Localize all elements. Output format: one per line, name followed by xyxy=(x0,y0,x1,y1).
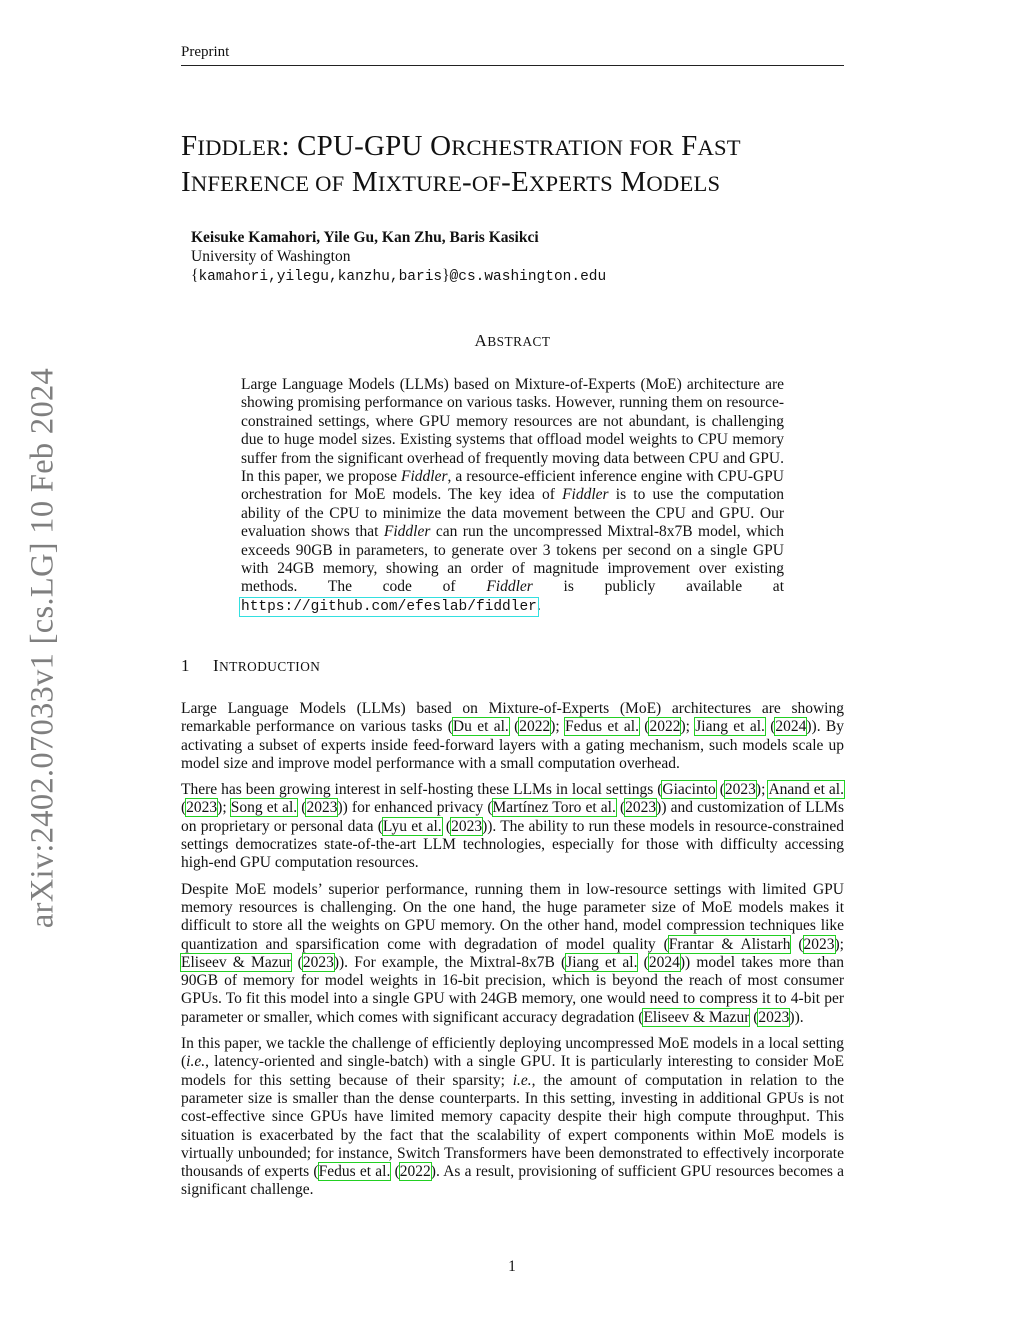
citation-link[interactable]: Giacinto xyxy=(662,781,716,799)
title-fragment: F xyxy=(181,130,198,162)
email-brace-close: } xyxy=(442,267,450,284)
author-block xyxy=(191,228,811,287)
citation-link[interactable]: 2023 xyxy=(451,817,483,835)
page-number: 1 xyxy=(508,1258,516,1275)
title-fragment: - xyxy=(461,166,472,198)
citation-link[interactable]: 2023 xyxy=(724,781,756,799)
section-title-initial: I xyxy=(213,656,220,675)
title-fragment: ODELS xyxy=(646,171,721,196)
title-fragment: -E xyxy=(501,166,529,198)
title-fragment: OF xyxy=(471,171,502,196)
citation-link[interactable]: 2024 xyxy=(775,718,807,736)
citation-link[interactable]: Fedus et al. xyxy=(565,718,639,736)
citation-link[interactable]: 2023 xyxy=(306,799,338,817)
title-fragment: AST xyxy=(697,135,741,160)
citation-link[interactable]: 2023 xyxy=(758,1008,790,1026)
introduction-body xyxy=(181,700,844,1208)
section-title-rest: NTRODUCTION xyxy=(219,659,321,674)
citation-link[interactable]: Jiang et al. xyxy=(566,953,638,971)
emphasis: Fiddler xyxy=(401,468,448,486)
author-names: Keisuke Kamahori, Yile Gu, Kan Zhu, Baris Kasikci xyxy=(191,229,539,246)
citation-link[interactable]: Frantar & Alistarh xyxy=(668,935,791,953)
citation-link[interactable]: Anand et al. xyxy=(768,781,844,799)
section-number: 1 xyxy=(181,656,190,675)
citation-link[interactable]: Eliseev & Mazur xyxy=(643,1008,750,1026)
email-brace-open: { xyxy=(191,267,199,284)
title-fragment: RCHESTRATION FOR xyxy=(451,135,674,160)
paragraph: There has been growing interest in self-hosting these LLMs in local settings (Giacinto (2023); Anand et al. (2023); Song et al. (2023)) for enhanced privacy (Martínez Toro et al. (2023)) and customization of LLMs on proprietary or personal data (Lyu et al. (2023)). The ability to run these models in resource-constrained settings democratizes state-of-the-art LLM technologies, especially for those with difficulty accessing high-end GPU computation resources. xyxy=(181,781,844,872)
citation-link[interactable]: Lyu et al. xyxy=(382,817,442,835)
title-fragment: I xyxy=(181,166,191,198)
citation-link[interactable]: Fedus et al. xyxy=(318,1163,391,1181)
arxiv-identifier: arXiv:2402.07033v1 [cs.LG] 10 Feb 2024 xyxy=(24,367,61,929)
author-emails xyxy=(191,266,811,287)
paper-title xyxy=(181,129,844,201)
citation-link[interactable]: 2023 xyxy=(803,935,835,953)
title-fragment: M xyxy=(344,166,378,198)
title-fragment: M xyxy=(612,166,647,198)
title-fragment: XPERTS xyxy=(528,171,613,196)
running-header: Preprint xyxy=(181,44,230,60)
email-users: kamahori,yilegu,kanzhu,baris xyxy=(198,269,443,285)
emphasis: Fiddler xyxy=(383,523,431,541)
emphasis: Fiddler xyxy=(562,486,609,504)
paragraph: In this paper, we tackle the challenge of efficiently deploying uncompressed MoE models in a local setting (i.e., latency-oriented and single-batch) with a single GPU. It is particularly interesting to consider MoE models for this setting because of their sparsity; i.e., the amount of computation in relation to the parameter size is smaller than the dense counterparts. In this setting, investing in additional GPUs is not cost-effective since GPUs have limited memory capacity despite their high compute throughput. This situation is exacerbated by the fact that the scalability of expert components within MoE models is virtually unbounded; for instance, Switch Transformers have been demonstrated to effectively incorporate thousands of experts (Fedus et al. (2022). As a result, provisioning of sufficient GPU resources becomes a significant challenge. xyxy=(181,1035,844,1199)
citation-link[interactable]: 2022 xyxy=(649,718,681,736)
citation-link[interactable]: Martínez Toro et al. xyxy=(492,799,616,817)
citation-link[interactable]: 2023 xyxy=(625,799,657,817)
emphasis: i.e. xyxy=(186,1053,206,1071)
emphasis: Fiddler xyxy=(486,578,533,596)
citation-link[interactable]: 2023 xyxy=(302,953,334,971)
paragraph: Large Language Models (LLMs) based on Mixture-of-Experts (MoE) architectures are showing remarkable performance on various tasks (Du et al. (2022); Fedus et al. (2022); Jiang et al. (2024)). By activating a subset of experts inside feed-forward layers with a gating mechanism, such models scale up model size and improve model performance with a small computation overhead. xyxy=(181,700,844,772)
citation-link[interactable]: 2023 xyxy=(186,799,218,817)
emphasis: i.e. xyxy=(512,1071,532,1089)
title-fragment: IXTURE xyxy=(377,171,462,196)
author-affiliation: University of Washington xyxy=(191,248,351,265)
abstract-heading xyxy=(181,331,844,351)
citation-link[interactable]: 2024 xyxy=(648,953,680,971)
paragraph: Despite MoE models’ superior performance, running them in low-resource settings with limited GPU memory resources is challenging. On the one hand, the huge parameter size of MoE models makes it difficult to store all the weights on GPU memory. On the other hand, model compression techniques like quantization and sparsification come with degradation of model quality (Frantar & Alistarh (2023); Eliseev & Mazur (2023)). For example, the Mixtral-8x7B (Jiang et al. (2024)) model takes more than 90GB of memory for model weights in 16-bit precision, which is beyond the reach of most consumer GPUs. To fit this model into a single GPU with 24GB memory, one would need to compress it to 4-bit per parameter or smaller, which comes with significant accuracy degradation (Eliseev & Mazur (2023)). xyxy=(181,880,844,1026)
citation-link[interactable]: Du et al. xyxy=(452,718,509,736)
title-fragment: F xyxy=(673,130,698,162)
title-fragment: : CPU-GPU O xyxy=(281,130,452,162)
abstract-heading-rest: BSTRACT xyxy=(487,334,551,349)
email-domain: @cs.washington.edu xyxy=(449,269,607,285)
title-fragment: IDDLER xyxy=(197,135,282,160)
abstract-heading-initial: A xyxy=(474,331,488,350)
section-heading-introduction xyxy=(181,656,844,676)
citation-link[interactable]: 2022 xyxy=(519,718,551,736)
citation-link[interactable]: 2022 xyxy=(399,1163,431,1181)
citation-link[interactable]: Song et al. xyxy=(230,799,298,817)
code-url-link[interactable]: https://github.com/efeslab/fiddler xyxy=(241,598,537,615)
title-line-2 xyxy=(181,165,844,201)
citation-link[interactable]: Eliseev & Mazur xyxy=(181,953,292,971)
title-line-1 xyxy=(181,129,844,165)
citation-link[interactable]: Jiang et al. xyxy=(695,718,765,736)
header-rule xyxy=(181,65,844,66)
abstract-text: Large Language Models (LLMs) based on Mixture-of-Experts (MoE) architecture are showing promising performance on various tasks. However, running them on resource-constrained settings, where GPU memory resources are not abundant, is challenging due to huge model sizes. Existing systems that offload model weights to CPU memory suffer from the significant overhead of frequently moving data between CPU and GPU. In this paper, we propose Fiddler, a resource-efficient inference engine with CPU-GPU orchestration for MoE models. The key idea of Fiddler is to use the computation ability of the CPU to minimize the data movement between the CPU and GPU. Our evaluation shows that Fiddler can run the uncompressed Mixtral-8x7B model, which exceeds 90GB in parameters, to generate over 3 tokens per second on a single GPU with 24GB memory, showing an order of magnitude improvement over existing methods. The code of Fiddler is publicly available at https://github.com/efeslab/fiddler. xyxy=(241,376,784,615)
title-fragment: NFERENCE OF xyxy=(190,171,345,196)
